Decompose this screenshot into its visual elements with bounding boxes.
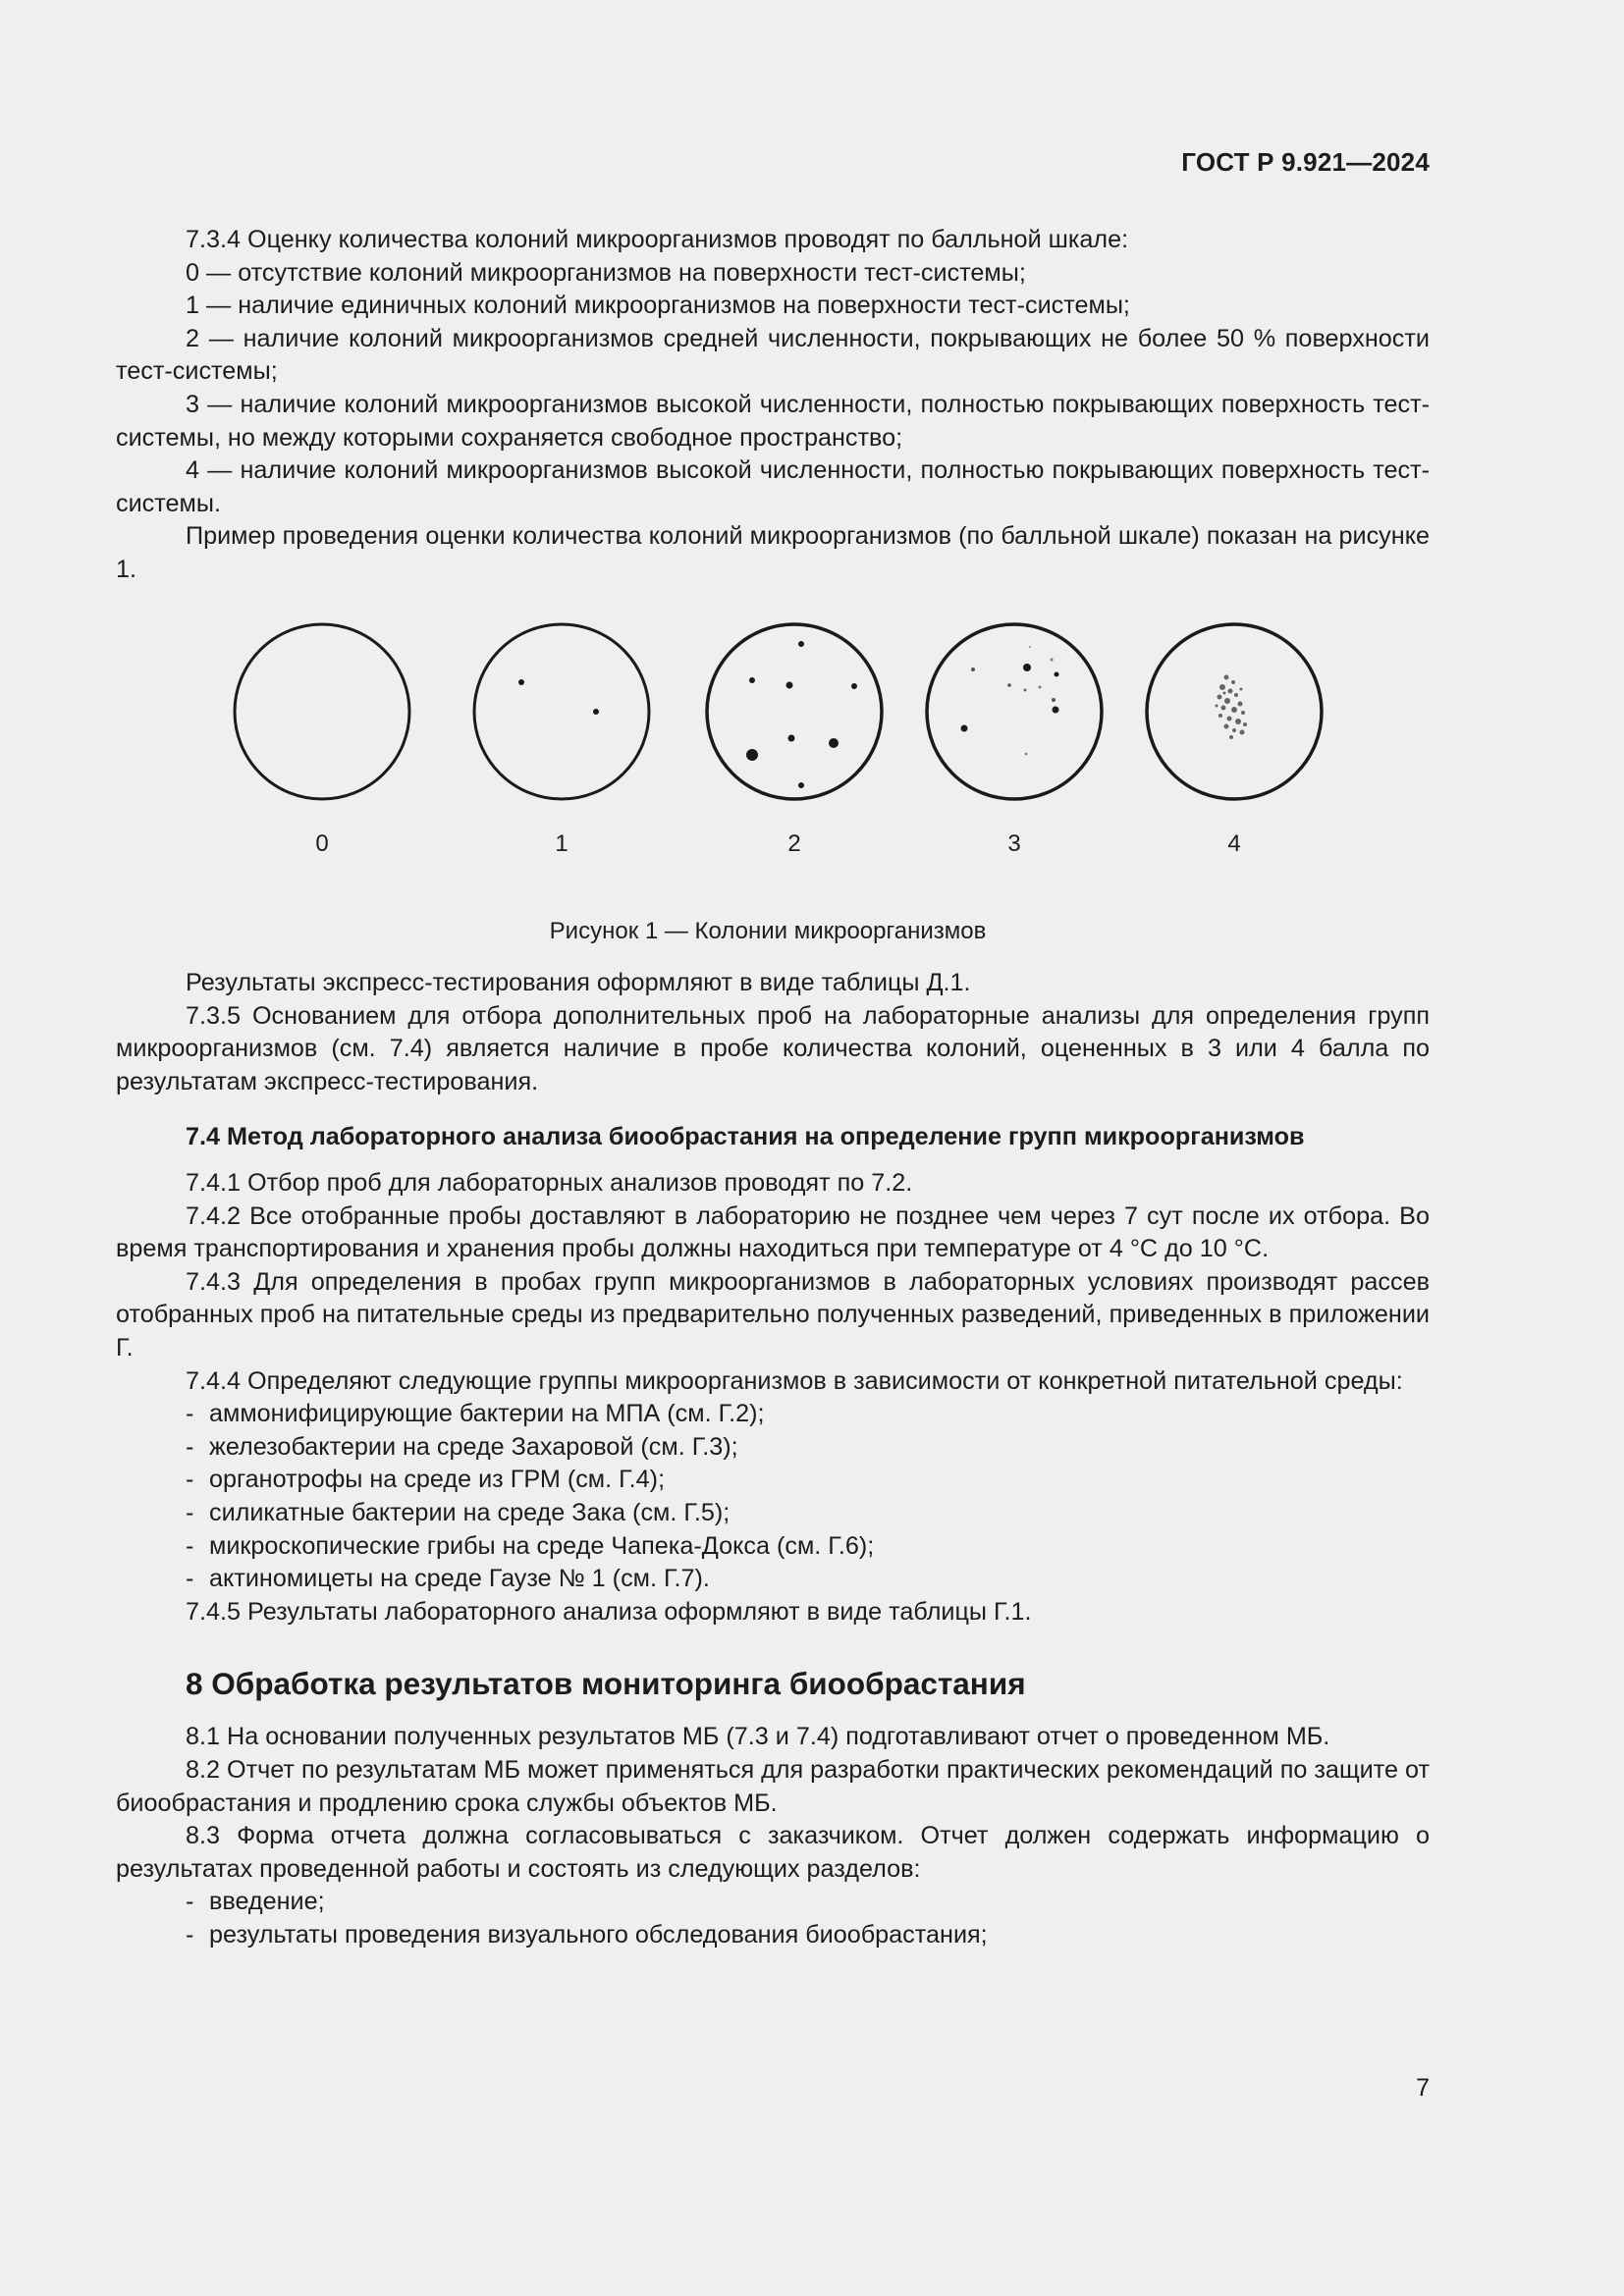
s8-p1: 8.1 На основании полученных результатов МБ (7.3 и 7.4) подготавливают отчет о проведенном МБ. <box>186 1723 1330 1751</box>
scale-item-0: 0 — отсутствие колоний микроорганизмов на поверхности тест-системы; <box>186 258 1026 287</box>
scale-item-4: 4 — наличие колоний микроорганизмов высокой численности, полностью покрывающих поверхность тест-системы. <box>116 456 1430 517</box>
scale-intro: 7.3.4 Оценку количества колоний микроорганизмов проводят по балльной шкале: <box>186 226 1129 253</box>
page-number: 7 <box>1416 2074 1430 2102</box>
after-figure-p1: Результаты экспресс-тестирования оформляют в виде таблицы Д.1. <box>186 969 971 997</box>
dish-label-4: 4 <box>1227 829 1241 857</box>
s8-list-item: - результаты проведения визуального обследования биообрастания; <box>186 1920 988 1949</box>
s74-p2: 7.4.2 Все отобранные пробы доставляют в лабораторию не позднее чем через 7 сут после их отбора. Во время транспортирования и хранения пробы должны находиться при температуре от 4 °С до 10 °С. <box>116 1201 1430 1263</box>
s74-p1: 7.4.1 Отбор проб для лабораторных анализов проводят по 7.2. <box>186 1169 913 1198</box>
s8-list-item: - введение; <box>186 1888 325 1916</box>
scale-item-3: 3 — наличие колоний микроорганизмов высокой численности, полностью покрывающих поверхность тест-системы, но между которыми сохраняется свободное пространство; <box>116 390 1430 452</box>
dish-label-1: 1 <box>555 829 568 857</box>
s74-p4: 7.4.4 Определяют следующие группы микроорганизмов в зависимости от конкретной питательной среды: <box>186 1366 1403 1395</box>
s74-p5: 7.4.5 Результаты лабораторного анализа оформляют в виде таблицы Г.1. <box>186 1597 1032 1626</box>
dish-label-0: 0 <box>315 829 329 857</box>
dish-label-3: 3 <box>1007 829 1021 857</box>
colony-dish-2 <box>707 624 882 799</box>
after-figure-p2: 7.3.5 Основанием для отбора дополнительных проб на лабораторные анализы для определения групп микроорганизмов (см. 7.4) является наличие в пробе количества колоний, оцененных в 3 или 4 балла по результатам экспресс-тестирования. <box>116 1001 1430 1095</box>
s74-p3: 7.4.3 Для определения в пробах групп микроорганизмов в лабораторных условиях производят рассев отобранных проб на питательные среды из предварительно полученных разведений, приведенных в приложении Г. <box>116 1267 1430 1362</box>
s8-p2: 8.2 Отчет по результатам МБ может применяться для разработки практических рекомендаций по защите от биообрастания и продлению срока службы объектов МБ. <box>116 1756 1430 1817</box>
section-8-heading: 8 Обработка результатов мониторинга биообрастания <box>186 1666 1026 1702</box>
document-code-header: ГОСТ Р 9.921—2024 <box>1181 147 1430 177</box>
colony-dish-0 <box>235 624 409 799</box>
colony-dish-3 <box>927 624 1102 799</box>
s74-list-item: - актиномицеты на среде Гаузе № 1 (см. Г.7). <box>186 1565 710 1593</box>
colony-dish-4 <box>1147 624 1322 799</box>
s74-list-item: - микроскопические грибы на среде Чапека-Докса (см. Г.6); <box>186 1531 875 1560</box>
s74-list-item: - органотрофы на среде из ГРМ (см. Г.4); <box>186 1466 666 1494</box>
scale-item-2: 2 — наличие колоний микроорганизмов средней численности, покрывающих не более 50 % поверхности тест-системы; <box>116 324 1430 386</box>
colonies-figure <box>116 611 1430 915</box>
colony-dish-1 <box>474 624 649 799</box>
section-7-4-heading: 7.4 Метод лабораторного анализа биообрастания на определение групп микроорганизмов <box>186 1122 1305 1150</box>
page-content <box>116 224 1430 1952</box>
scale-item-1: 1 — наличие единичных колоний микроорганизмов на поверхности тест-системы; <box>186 292 1130 320</box>
s74-list-item: - железобактерии на среде Захаровой (см. Г.3); <box>186 1432 738 1461</box>
dish-label-2: 2 <box>787 829 801 857</box>
colonies-illustration <box>116 611 1430 915</box>
scale-example: Пример проведения оценки количества колоний микроорганизмов (по балльной шкале) показан на рисунке 1. <box>116 522 1430 583</box>
figure-caption: Рисунок 1 — Колонии микроорганизмов <box>549 917 987 944</box>
s8-p3: 8.3 Форма отчета должна согласовываться с заказчиком. Отчет должен содержать информацию о результатах проведенной работы и состоять из следующих разделов: <box>116 1822 1430 1883</box>
s74-list-item: - силикатные бактерии на среде Зака (см. Г.5); <box>186 1499 731 1527</box>
s74-list-item: - аммонифицирующие бактерии на МПА (см. Г.2); <box>186 1400 765 1428</box>
